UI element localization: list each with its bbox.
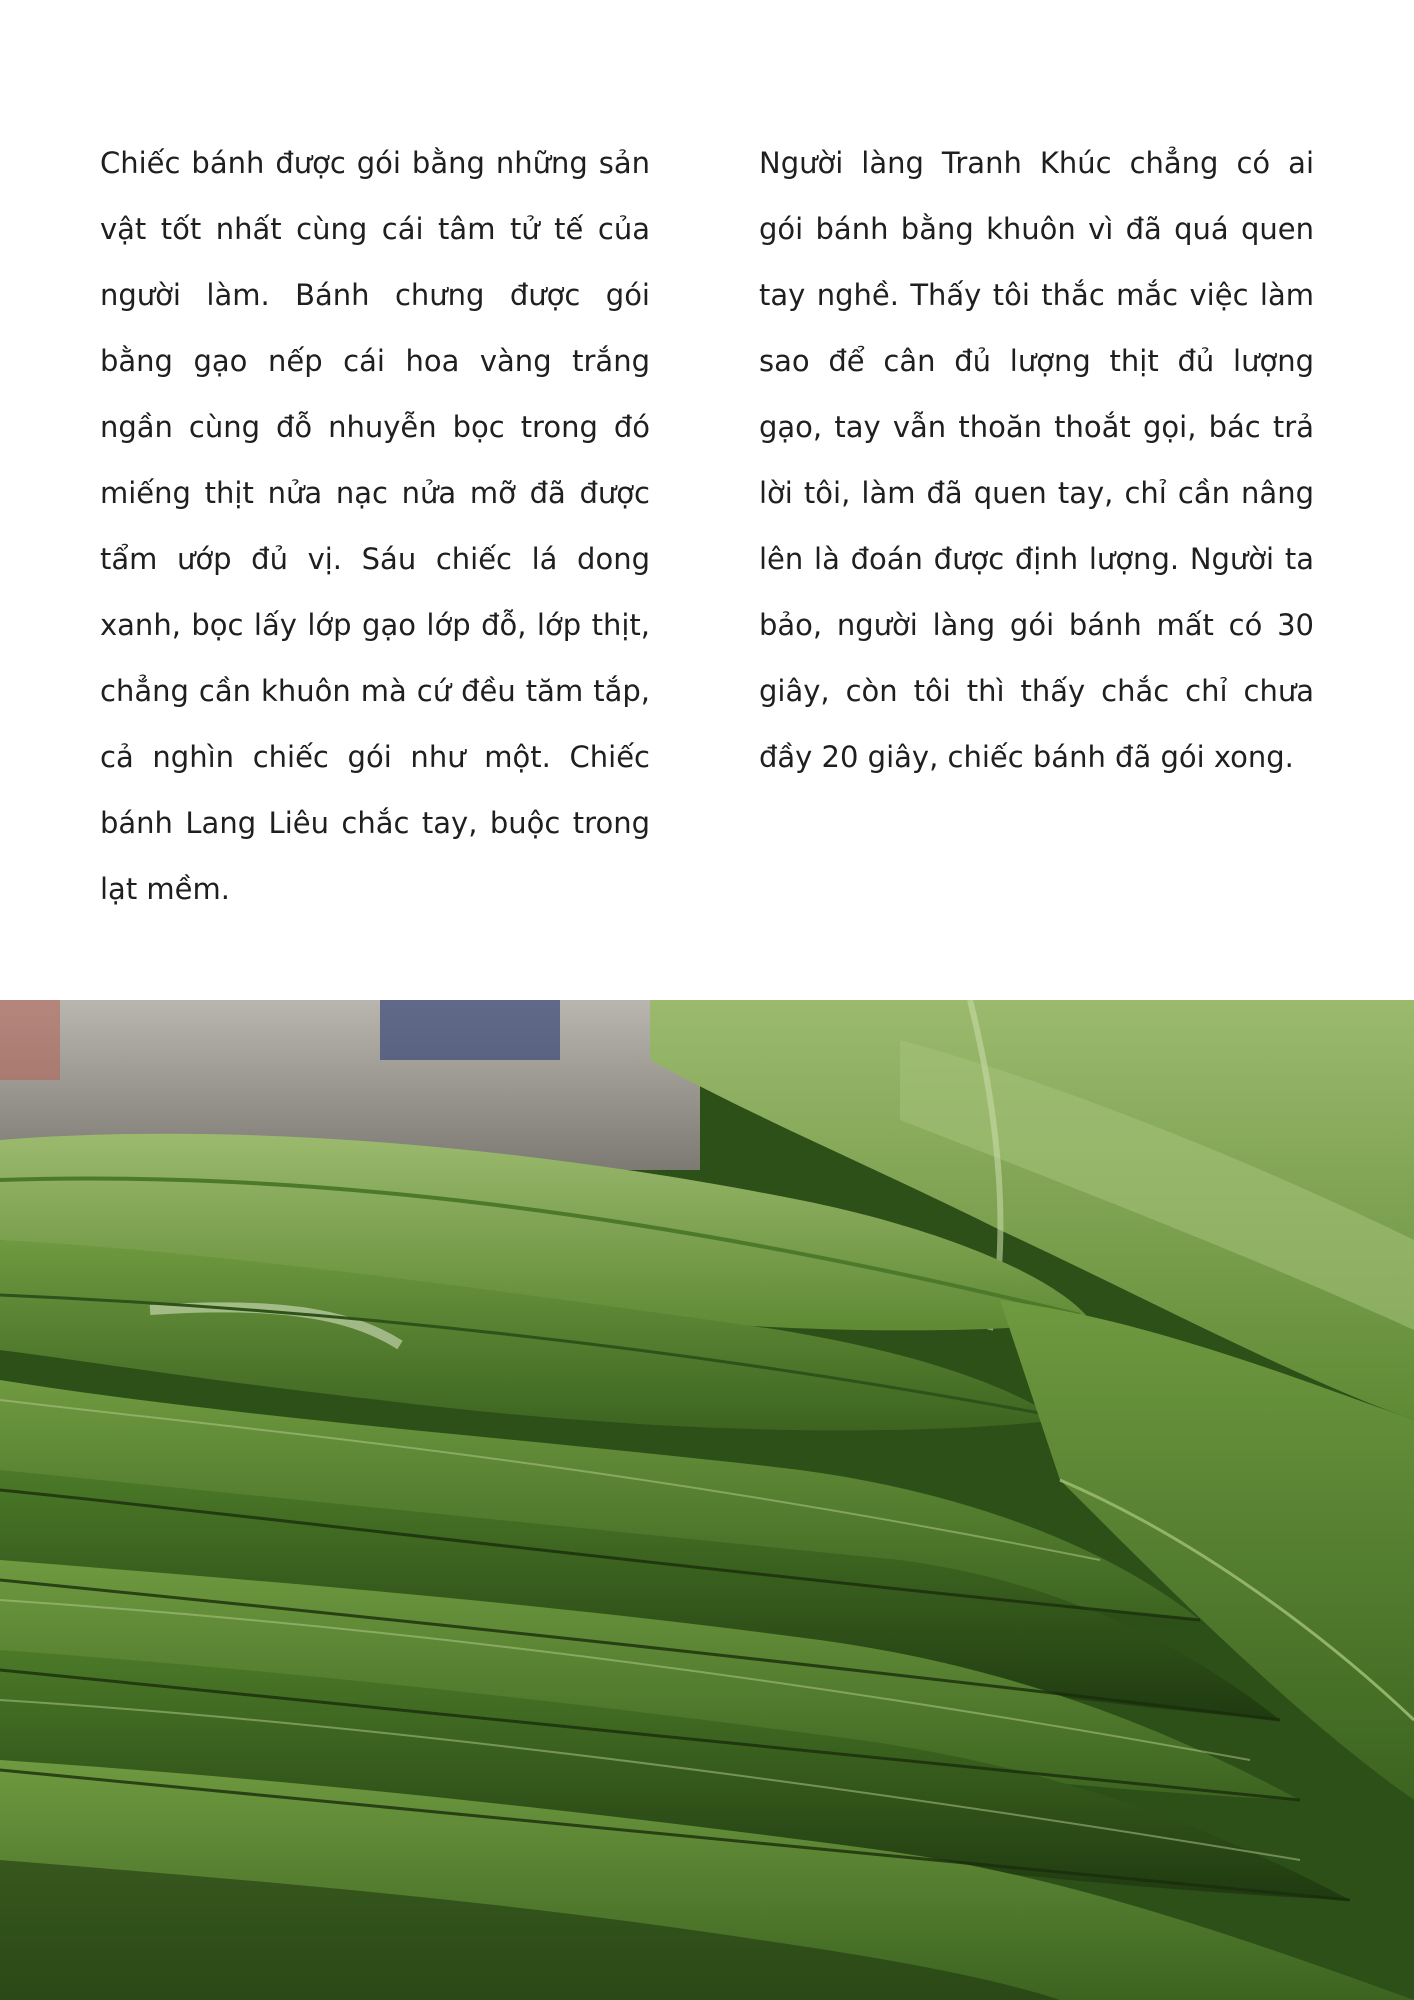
- leaves-illustration: [0, 1000, 1414, 2000]
- paragraph-left: Chiếc bánh được gói bằng những sản vật tốt nhất cùng cái tâm tử tế của người làm. Bánh chưng được gói bằng gạo nếp cái hoa vàng trắng ngần cùng đỗ nhuyễn bọc trong đó miếng thịt nửa nạc nửa mỡ đã được tẩm ướp đủ vị. Sáu chiếc lá dong xanh, bọc lấy lớp gạo lớp đỗ, lớp thịt, chẳng cần khuôn mà cứ đều tăm tắp, cả nghìn chiếc gói như một. Chiếc bánh Lang Liêu chắc tay, buộc trong lạt mềm.: [100, 146, 650, 906]
- photo-dong-leaves: [0, 1000, 1414, 2000]
- paragraph-right: Người làng Tranh Khúc chẳng có ai gói bánh bằng khuôn vì đã quá quen tay nghề. Thấy tôi thắc mắc việc làm sao để cân đủ lượng thịt đủ lượng gạo, tay vẫn thoăn thoắt gọi, bác trả lời tôi, làm đã quen tay, chỉ cần nâng lên là đoán được định lượng. Người ta bảo, người làng gói bánh mất có 30 giây, còn tôi thì thấy chắc chỉ chưa đầy 20 giây, chiếc bánh đã gói xong.: [759, 146, 1314, 774]
- background-hand: [0, 1000, 60, 1080]
- text-columns: [100, 130, 1314, 920]
- background-figure: [380, 1000, 560, 1060]
